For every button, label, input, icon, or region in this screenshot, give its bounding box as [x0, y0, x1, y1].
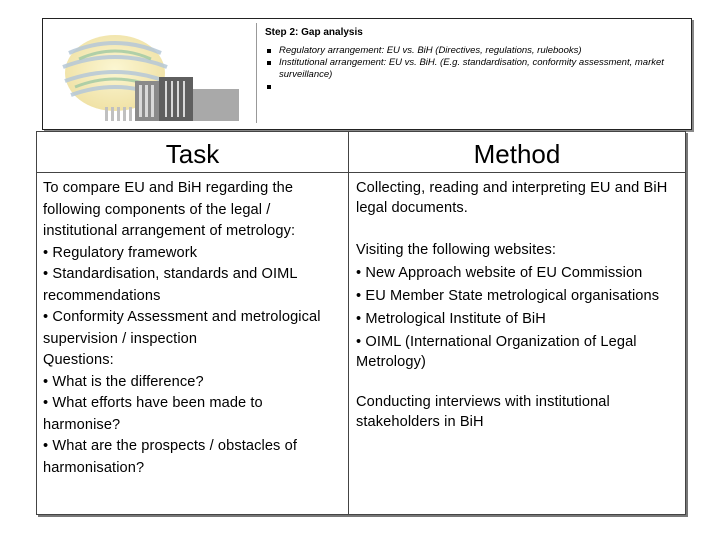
method-websites [356, 240, 681, 372]
banner-heading: Step 2: Gap analysis [265, 27, 363, 38]
task-question: • What efforts have been made to harmonise? [43, 395, 263, 433]
method-column-header: Method [473, 139, 561, 169]
task-question: • What is the difference? [43, 373, 204, 390]
task-method-table [36, 131, 686, 515]
method-intro: Collecting, reading and interpreting EU and BiH legal documents. [356, 180, 668, 216]
task-question: • What are the prospects / obstacles of harmonisation? [43, 438, 297, 476]
website-item: • OIML (International Organization of Legal Metrology) [356, 334, 637, 370]
website-item: • New Approach website of EU Commission [356, 265, 643, 281]
task-component: • Conformity Assessment and metrological supervision / inspection [43, 309, 321, 347]
column-divider [348, 173, 349, 514]
website-item: • EU Member State metrological organisations [356, 288, 660, 304]
task-column-header: Task [165, 139, 220, 169]
table-body [37, 173, 685, 514]
website-item: • Metrological Institute of BiH [356, 311, 546, 327]
task-intro: To compare EU and BiH regarding the following components of the legal / institutional arrangement of metrology: [43, 180, 296, 239]
banner-bullet: Regulatory arrangement: EU vs. BiH (Directives, regulations, rulebooks) [265, 45, 685, 57]
banner-divider [256, 23, 257, 123]
metrology-building-illustration [49, 23, 249, 123]
table-header [37, 132, 685, 173]
banner-bullet: Institutional arrangement: EU vs. BiH. (E.g. standardisation, conformity assessment, market surveillance) [265, 57, 685, 81]
method-conclusion: Conducting interviews with institutional stakeholders in BiH [356, 394, 610, 430]
websites-label: Visiting the following websites: [356, 242, 557, 258]
banner-bullet-empty [265, 81, 685, 93]
task-cell [43, 178, 343, 479]
task-component: • Regulatory framework [43, 244, 198, 261]
method-cell [356, 178, 681, 432]
banner-text [265, 27, 685, 93]
step-banner [42, 18, 692, 130]
questions-label: Questions: [43, 352, 114, 368]
task-component: • Standardisation, standards and OIML recommendations [43, 266, 298, 304]
banner-bullet-list [265, 45, 685, 93]
